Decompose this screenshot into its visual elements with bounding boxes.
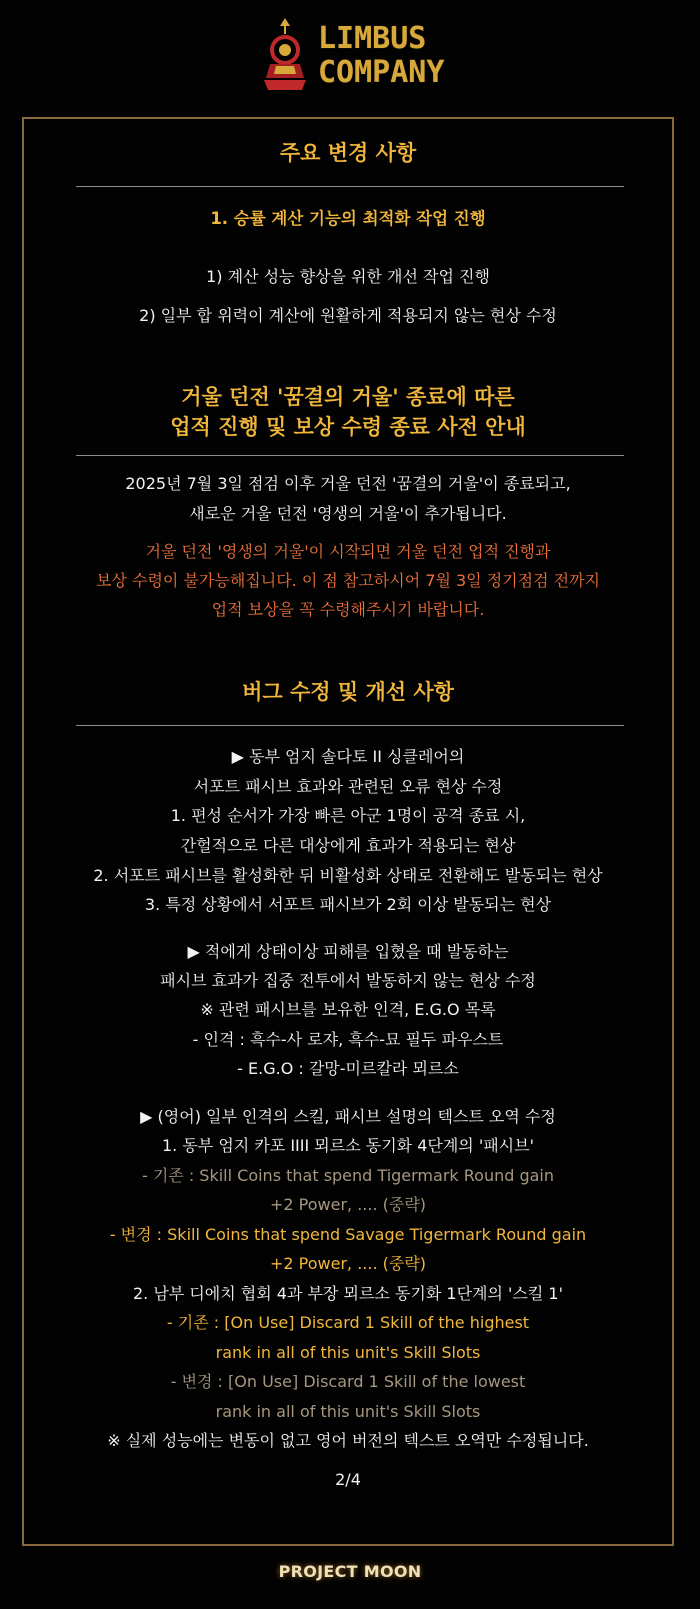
bug-block2-line: - 인격 : 흑수-사 로쟈, 흑수-묘 필두 파우스트 <box>192 1030 504 1049</box>
bug-block3-line: ▶ (영어) 일부 인격의 스킬, 패시브 설명의 텍스트 오역 수정 <box>140 1107 556 1126</box>
section2-warning-line: 거울 던전 '영생의 거울'이 시작되면 거울 던전 업적 진행과 <box>145 542 551 561</box>
bug-block3-line: - 기존 : Skill Coins that spend Tigermark Round gain <box>141 1166 555 1185</box>
bug-block2-line: ※ 관련 패시브를 보유한 인격, E.G.O 목록 <box>200 1000 496 1019</box>
section1-item-title: 1. 승률 계산 기능의 최적화 작업 진행 <box>210 209 486 228</box>
section3-divider <box>76 725 624 726</box>
section1-divider <box>76 186 624 187</box>
bug-block3-line: +2 Power, .... (중략) <box>269 1254 427 1273</box>
logo-line-1: LIMBUS <box>318 21 427 56</box>
bug-block3-line: 2. 남부 디에치 협회 4과 부장 뫼르소 동기화 1단계의 '스킬 1' <box>132 1284 564 1303</box>
section1-item-2: 2) 일부 합 위력이 계산에 원활하게 적용되지 않는 현상 수정 <box>139 306 557 325</box>
section2-title-line-1: 거울 던전 '꿈결의 거울' 종료에 따른 <box>181 385 515 409</box>
bug-block2-line: - E.G.O : 갈망-미르칼라 뫼르소 <box>237 1059 459 1078</box>
bug-block1-line: 간헐적으로 다른 대상에게 효과가 적용되는 현상 <box>180 836 516 855</box>
section2-body-line: 새로운 거울 던전 '영생의 거울'이 추가됩니다. <box>189 504 507 523</box>
bug-block3-line: - 변경 : Skill Coins that spend Savage Tigermark Round gain <box>109 1225 587 1244</box>
bug-block3-line: ※ 실제 성능에는 변동이 없고 영어 버전의 텍스트 오역만 수정됩니다. <box>107 1431 589 1450</box>
bug-block1-line: 1. 편성 순서가 가장 빠른 아군 1명이 공격 종료 시, <box>170 806 526 825</box>
page-indicator: 2/4 <box>335 1470 361 1489</box>
logo-emblem-icon <box>262 16 308 98</box>
bug-block2-line: ▶ 적에게 상태이상 피해를 입혔을 때 발동하는 <box>187 942 509 961</box>
bug-block3-line: - 변경 : [On Use] Discard 1 Skill of the lowest <box>170 1372 526 1391</box>
bug-block1-line: 3. 특정 상황에서 서포트 패시브가 2회 이상 발동되는 현상 <box>144 895 552 914</box>
section3-title: 버그 수정 및 개선 사항 <box>242 680 454 704</box>
bug-block3-line: +2 Power, .... (중략) <box>269 1195 427 1214</box>
logo-line-2: COMPANY <box>318 55 445 90</box>
bug-block2-line: 패시브 효과가 집중 전투에서 발동하지 않는 현상 수정 <box>160 971 536 990</box>
bug-block1-line: 서포트 패시브 효과와 관련된 오류 현상 수정 <box>193 777 503 796</box>
section2-title-line-2: 업적 진행 및 보상 수령 종료 사전 안내 <box>170 415 526 439</box>
bug-block3-line: 1. 동부 엄지 카포 IIII 뫼르소 동기화 4단계의 '패시브' <box>161 1136 534 1155</box>
section2-body-line: 2025년 7월 3일 점검 이후 거울 던전 '꿈결의 거울'이 종료되고, <box>125 474 571 493</box>
project-moon-footer: PROJECT MOON <box>278 1562 422 1581</box>
section2-divider <box>76 455 624 456</box>
bug-block3-line: - 기존 : [On Use] Discard 1 Skill of the highest <box>166 1313 530 1332</box>
logo-wordmark <box>318 22 444 90</box>
bug-block3-line: rank in all of this unit's Skill Slots <box>215 1402 481 1421</box>
bug-block3-line: rank in all of this unit's Skill Slots <box>215 1343 481 1362</box>
bug-block1-line: ▶ 동부 엄지 솔다토 II 싱클레어의 <box>231 747 465 766</box>
limbus-company-logo <box>0 14 700 100</box>
section1-item-1: 1) 계산 성능 향상을 위한 개선 작업 진행 <box>206 267 490 286</box>
bug-block1-line: 2. 서포트 패시브를 활성화한 뒤 비활성화 상태로 전환해도 발동되는 현상 <box>93 866 603 885</box>
section2-warning-line: 보상 수령이 불가능해집니다. 이 점 참고하시어 7월 3일 정기점검 전까지 <box>96 571 600 590</box>
section1-title: 주요 변경 사항 <box>279 141 417 165</box>
section2-warning-line: 업적 보상을 꼭 수령해주시기 바랍니다. <box>211 600 485 619</box>
